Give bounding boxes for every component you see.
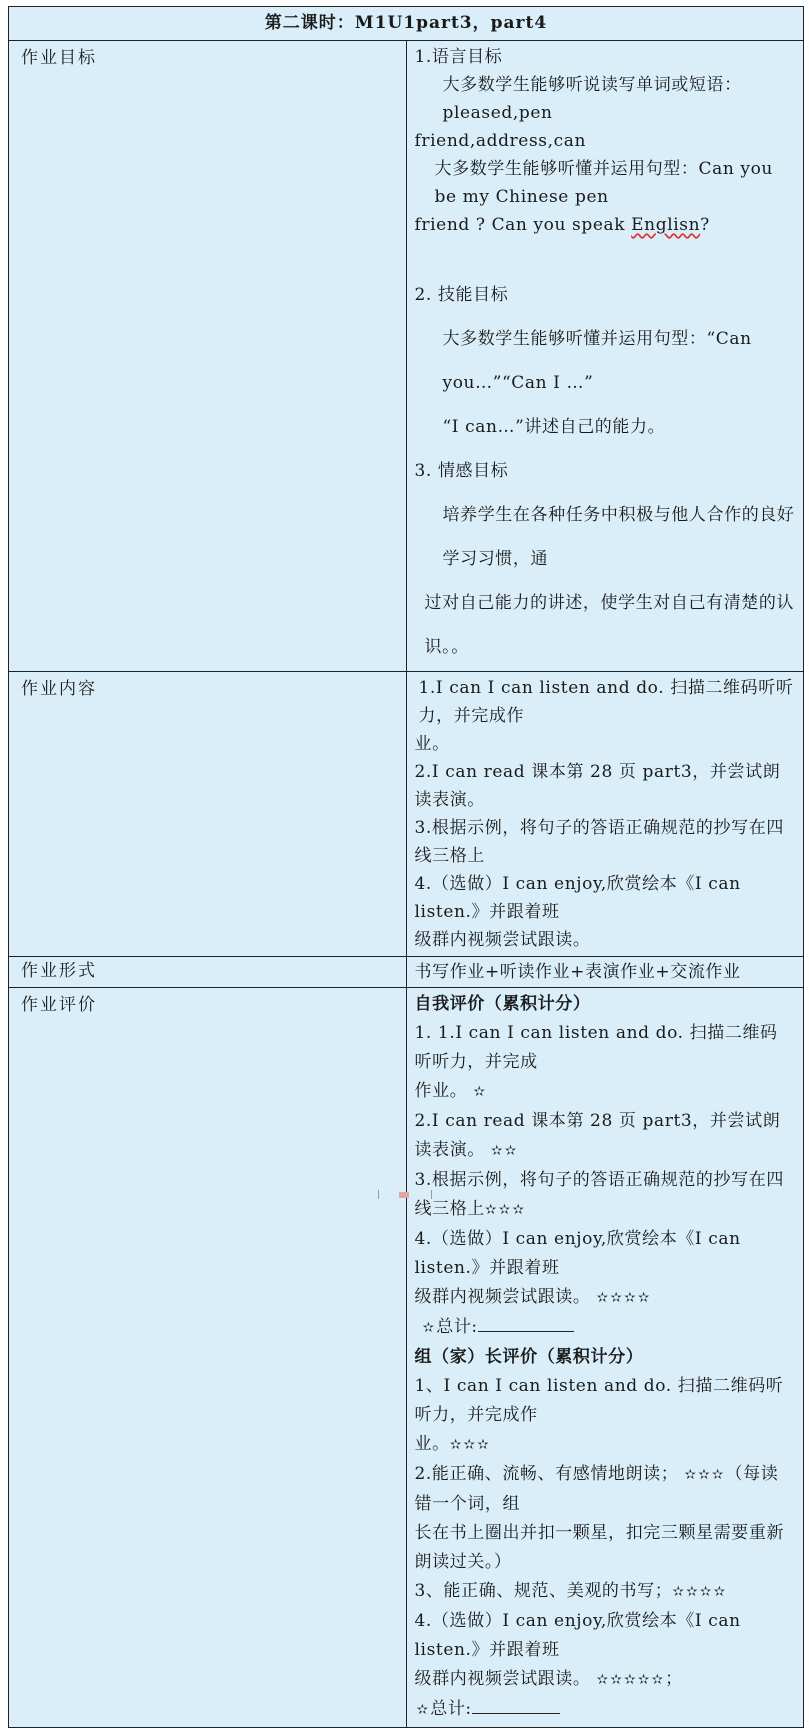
goal-skill-line-1: 大多数学生能够听懂并运用句型：“Can you…”“Can I …” bbox=[442, 329, 752, 393]
group-eval-heading: 组（家）长评价（累积计分） bbox=[414, 1347, 644, 1367]
star-rating-icon: ✫✫✫✫ bbox=[672, 1584, 728, 1600]
evaluation-label: 作业评价 bbox=[9, 988, 407, 1728]
star-icon: ✫ bbox=[416, 1702, 431, 1718]
goal-language-line-1: 大多数学生能够听说读写单词或短语：pleased,pen bbox=[442, 75, 742, 123]
group-eval-total bbox=[415, 1695, 796, 1725]
goals-content bbox=[406, 41, 804, 672]
group-eval-item-4-end: ； bbox=[665, 1669, 683, 1689]
group-eval-item-4-cont bbox=[415, 1665, 796, 1695]
group-eval-item-1-cont bbox=[415, 1430, 796, 1460]
group-eval-item-2 bbox=[415, 1460, 796, 1519]
self-eval-item-3 bbox=[415, 1166, 796, 1225]
self-eval-item-4: 4.（选做）I can enjoy,欣赏绘本《I can listen.》并跟着班 bbox=[414, 1229, 741, 1278]
self-eval-item-4-cont bbox=[415, 1283, 796, 1313]
group-eval-item-1: 1、I can I can listen and do. 扫描二维码听听力，并完成作 bbox=[414, 1376, 784, 1425]
self-eval-item-1-cont bbox=[415, 1077, 796, 1107]
goal-skill-heading: 2. 技能目标 bbox=[414, 285, 509, 305]
content-item-2: 2.I can read 课本第 28 页 part3，并尝试朗读表演。 bbox=[414, 762, 781, 810]
goal-language-heading: 1.语言目标 bbox=[414, 47, 503, 67]
self-eval-item-1-text: 作业。 bbox=[414, 1081, 468, 1101]
homework-table bbox=[8, 6, 804, 1728]
content-item-1-cont: 业。 bbox=[414, 734, 450, 754]
self-eval-item-3-text: 3.根据示例，将句子的答语正确规范的抄写在四线三格上 bbox=[414, 1170, 784, 1219]
self-eval-item-2-text: 2.I can read 课本第 28 页 part3，并尝试朗读表演。 bbox=[414, 1111, 781, 1160]
goal-sentence-text: friend ? Can you speak bbox=[414, 215, 632, 235]
content-item-3: 3.根据示例，将句子的答语正确规范的抄写在四线三格上 bbox=[414, 818, 784, 866]
star-icon: ✫ bbox=[422, 1320, 437, 1336]
group-eval-item-3-text: 3、能正确、规范、美观的书写； bbox=[414, 1581, 673, 1601]
star-rating-icon: ✫✫✫ bbox=[684, 1467, 726, 1483]
form-row bbox=[9, 957, 804, 988]
group-eval-item-1-text: 业。 bbox=[414, 1434, 450, 1454]
form-label: 作业形式 bbox=[9, 957, 407, 988]
self-eval-item-2 bbox=[415, 1107, 796, 1166]
spelling-error-word: Englisn bbox=[631, 215, 701, 235]
goal-sentence-end: ? bbox=[700, 215, 710, 235]
group-total-label: 总计: bbox=[430, 1699, 472, 1719]
content-item-4-cont: 级群内视频尝试跟读。 bbox=[414, 930, 591, 950]
star-rating-icon: ✫✫✫✫ bbox=[596, 1290, 652, 1306]
group-eval-item-4: 4.（选做）I can enjoy,欣赏绘本《I can listen.》并跟着班 bbox=[414, 1611, 741, 1660]
title-row bbox=[9, 7, 804, 41]
group-eval-item-4-text: 级群内视频尝试跟读。 bbox=[414, 1669, 591, 1689]
self-total-blank[interactable] bbox=[478, 1313, 574, 1332]
group-eval-item-3 bbox=[415, 1577, 796, 1607]
star-rating-icon: ✫✫ bbox=[490, 1143, 519, 1159]
star-rating-icon: ✫ bbox=[473, 1084, 488, 1100]
self-eval-item-1: 1. 1.I can I can listen and do. 扫描二维码听听力，并完成 bbox=[414, 1023, 778, 1072]
page-break-marker bbox=[378, 1190, 432, 1199]
self-eval-total bbox=[415, 1313, 796, 1343]
group-eval-item-2-note: （每读错一个词，组 bbox=[414, 1464, 779, 1514]
goal-emotion-heading: 3. 情感目标 bbox=[414, 461, 509, 481]
content-item-1: 1.I can I can listen and do. 扫描二维码听听力，并完成作 bbox=[418, 678, 794, 726]
self-eval-heading: 自我评价（累积计分） bbox=[414, 994, 591, 1014]
content-row bbox=[9, 672, 804, 957]
group-total-blank[interactable] bbox=[472, 1695, 560, 1714]
content-item-4: 4.（选做）I can enjoy,欣赏绘本《I can listen.》并跟着班 bbox=[414, 874, 741, 922]
goal-emotion-line-2: 过对自己能力的讲述，使学生对自己有清楚的认识。。 bbox=[424, 593, 795, 657]
star-rating-icon: ✫✫✫ bbox=[484, 1202, 527, 1218]
goal-language-line-4 bbox=[415, 211, 796, 239]
star-rating-icon: ✫✫✫ bbox=[449, 1437, 491, 1453]
evaluation-row bbox=[9, 988, 804, 1728]
group-eval-item-2-text: 2.能正确、流畅、有感情地朗读； bbox=[414, 1464, 679, 1484]
goal-language-line-3: 大多数学生能够听懂并运用句型：Can you be my Chinese pen bbox=[434, 159, 773, 207]
goals-label: 作业目标 bbox=[9, 41, 407, 672]
content-body bbox=[406, 672, 804, 957]
form-body: 书写作业+听读作业+表演作业+交流作业 bbox=[406, 957, 804, 988]
content-label: 作业内容 bbox=[9, 672, 407, 957]
spacer bbox=[415, 239, 796, 273]
self-total-label: 总计: bbox=[436, 1317, 478, 1337]
goals-row bbox=[9, 41, 804, 672]
star-rating-icon: ✫✫✫✫✫ bbox=[596, 1672, 666, 1688]
goal-language-line-2: friend,address,can bbox=[414, 131, 586, 151]
group-eval-item-2-cont: 长在书上圈出并扣一颗星，扣完三颗星需要重新朗读过关。） bbox=[414, 1523, 785, 1572]
lesson-title: 第二课时：M1U1part3，part4 bbox=[9, 7, 804, 41]
evaluation-body bbox=[406, 988, 804, 1728]
goal-skill-line-2: “I can…”讲述自己的能力。 bbox=[442, 417, 666, 437]
goal-emotion-line-1: 培养学生在各种任务中积极与他人合作的良好学习习惯，通 bbox=[442, 505, 795, 569]
self-eval-item-4-text: 级群内视频尝试跟读。 bbox=[414, 1287, 591, 1307]
